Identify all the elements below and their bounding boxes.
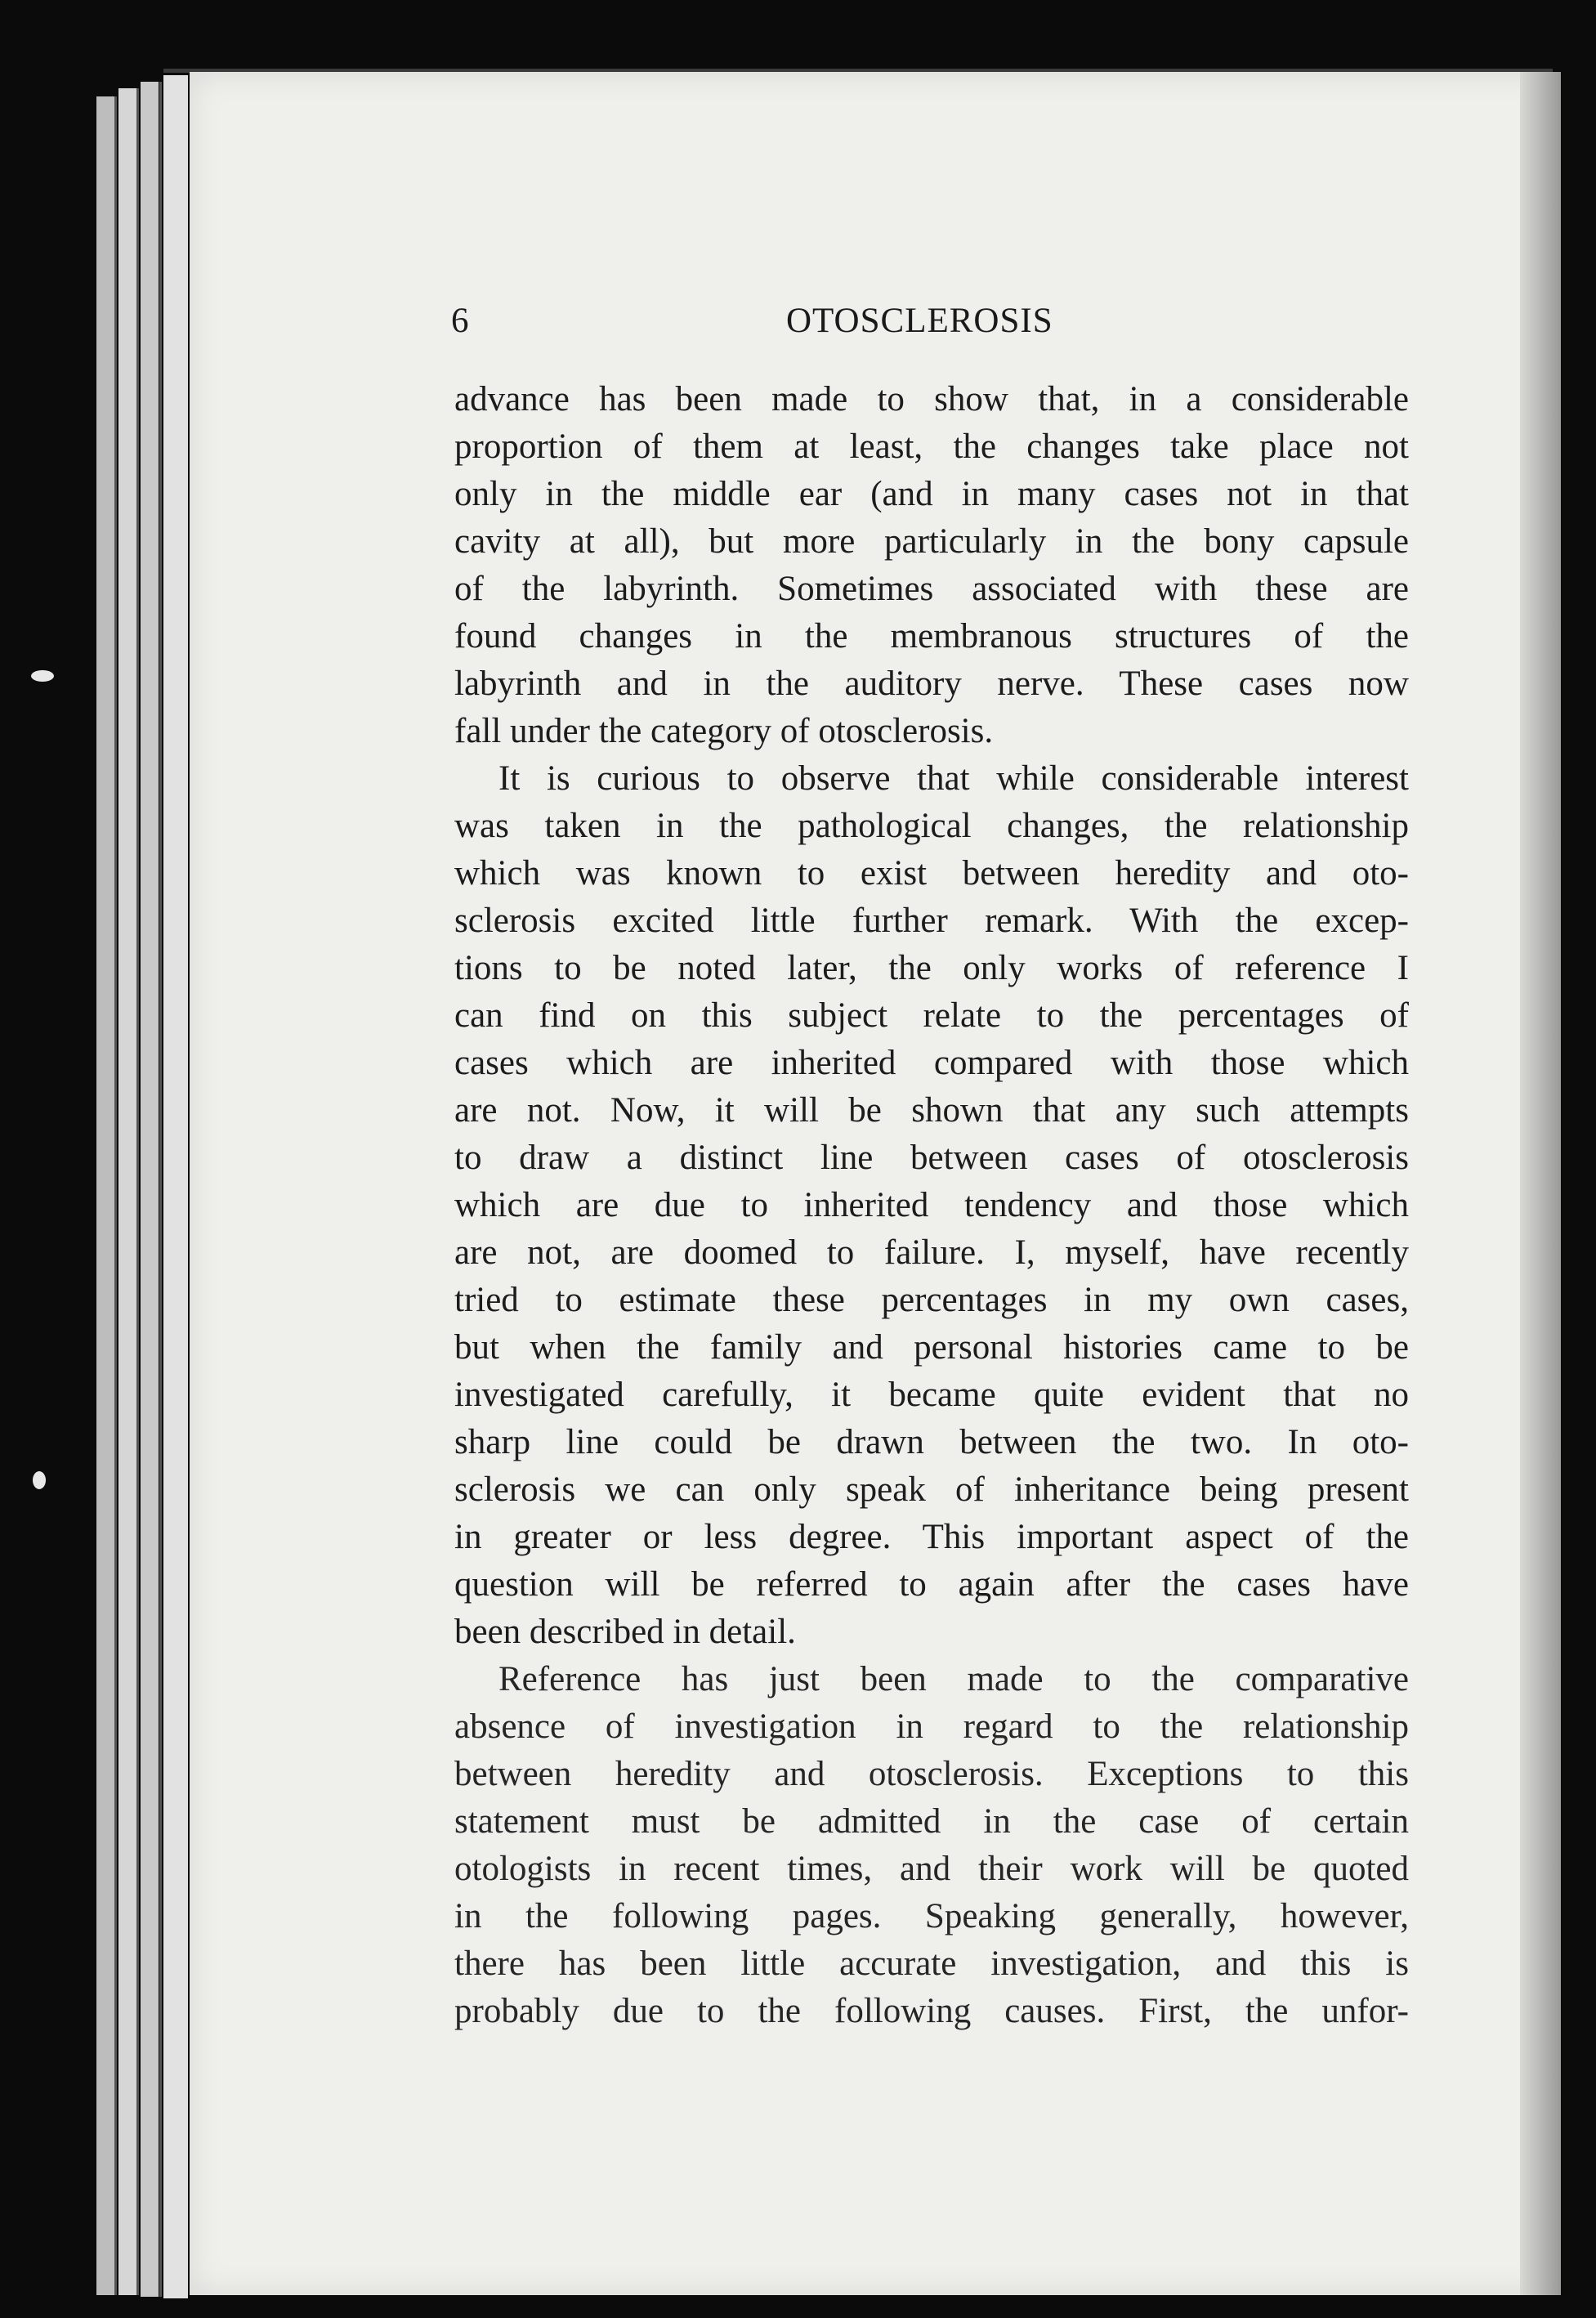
page-edge-line (114, 96, 117, 2295)
text-line: tried to estimate these percentages in my own cases, (454, 1281, 1409, 1319)
text-line: which was known to exist between heredity and oto- (454, 854, 1409, 893)
text-line: but when the family and personal histories came to be (454, 1328, 1409, 1367)
text-line: tions to be noted later, the only works of reference I (454, 949, 1409, 987)
paragraph-3 (454, 1656, 1435, 2035)
text-line: cases which are inherited compared with those which (454, 1044, 1409, 1082)
text-line: in greater or less degree. This important aspect of the (454, 1518, 1409, 1556)
text-line: investigated carefully, it became quite evident that no (454, 1376, 1409, 1414)
paragraph-2 (454, 755, 1435, 1656)
text-line: between heredity and otosclerosis. Exceptions to this (454, 1755, 1409, 1793)
scan-speck (33, 1471, 46, 1489)
text-line: Reference has just been made to the comparative (498, 1660, 1409, 1698)
text-line: which are due to inherited tendency and those which (454, 1186, 1409, 1224)
text-line: found changes in the membranous structures of the (454, 617, 1409, 656)
text-line: only in the middle ear (and in many cases not in that (454, 475, 1409, 513)
text-line: statement must be admitted in the case of certain (454, 1802, 1409, 1841)
text-line: proportion of them at least, the changes take place not (454, 427, 1409, 466)
body-text (454, 376, 1435, 2035)
text-line: there has been little accurate investigation, and this is (454, 1944, 1409, 1983)
page-number: 6 (451, 302, 469, 340)
page-edge (118, 88, 136, 2295)
scan-speck (31, 670, 54, 682)
page-gutter-shadow (1520, 72, 1561, 2295)
text-line: are not. Now, it will be shown that any such attempts (454, 1091, 1409, 1130)
page-edge-line (136, 88, 139, 2295)
text-line: probably due to the following causes. First, the unfor- (454, 1992, 1409, 2030)
paragraph-1 (454, 376, 1435, 755)
text-line: labyrinth and in the auditory nerve. These cases now (454, 665, 1409, 703)
text-line: sclerosis excited little further remark. With the excep- (454, 902, 1409, 940)
text-line: of the labyrinth. Sometimes associated with these are (454, 570, 1409, 608)
text-line: to draw a distinct line between cases of otosclerosis (454, 1139, 1409, 1177)
text-line: been described in detail. (454, 1613, 796, 1651)
text-line: fall under the category of otosclerosis. (454, 712, 994, 750)
text-line: advance has been made to show that, in a considerable (454, 380, 1409, 418)
text-line: sharp line could be drawn between the two. In oto- (454, 1423, 1409, 1461)
text-line: It is curious to observe that while considerable interest (498, 759, 1409, 798)
text-line: sclerosis we can only speak of inheritance being present (454, 1470, 1409, 1509)
page-edge (163, 75, 188, 2298)
text-line: question will be referred to again after the cases have (454, 1565, 1409, 1604)
text-line: in the following pages. Speaking generally, however, (454, 1897, 1409, 1935)
text-line: was taken in the pathological changes, the relationship (454, 807, 1409, 845)
page-edge-line (159, 82, 162, 2297)
page-edge (96, 96, 114, 2295)
text-line: cavity at all), but more particularly in the bony capsule (454, 522, 1409, 561)
page-header (451, 301, 1432, 350)
text-line: can find on this subject relate to the percentages of (454, 996, 1409, 1035)
page-edge (141, 82, 159, 2297)
text-line: absence of investigation in regard to the relationship (454, 1707, 1409, 1746)
text-line: are not, are doomed to failure. I, myself, have recently (454, 1233, 1409, 1272)
running-head: OTOSCLEROSIS (786, 302, 1053, 340)
text-line: otologists in recent times, and their work will be quoted (454, 1850, 1409, 1888)
